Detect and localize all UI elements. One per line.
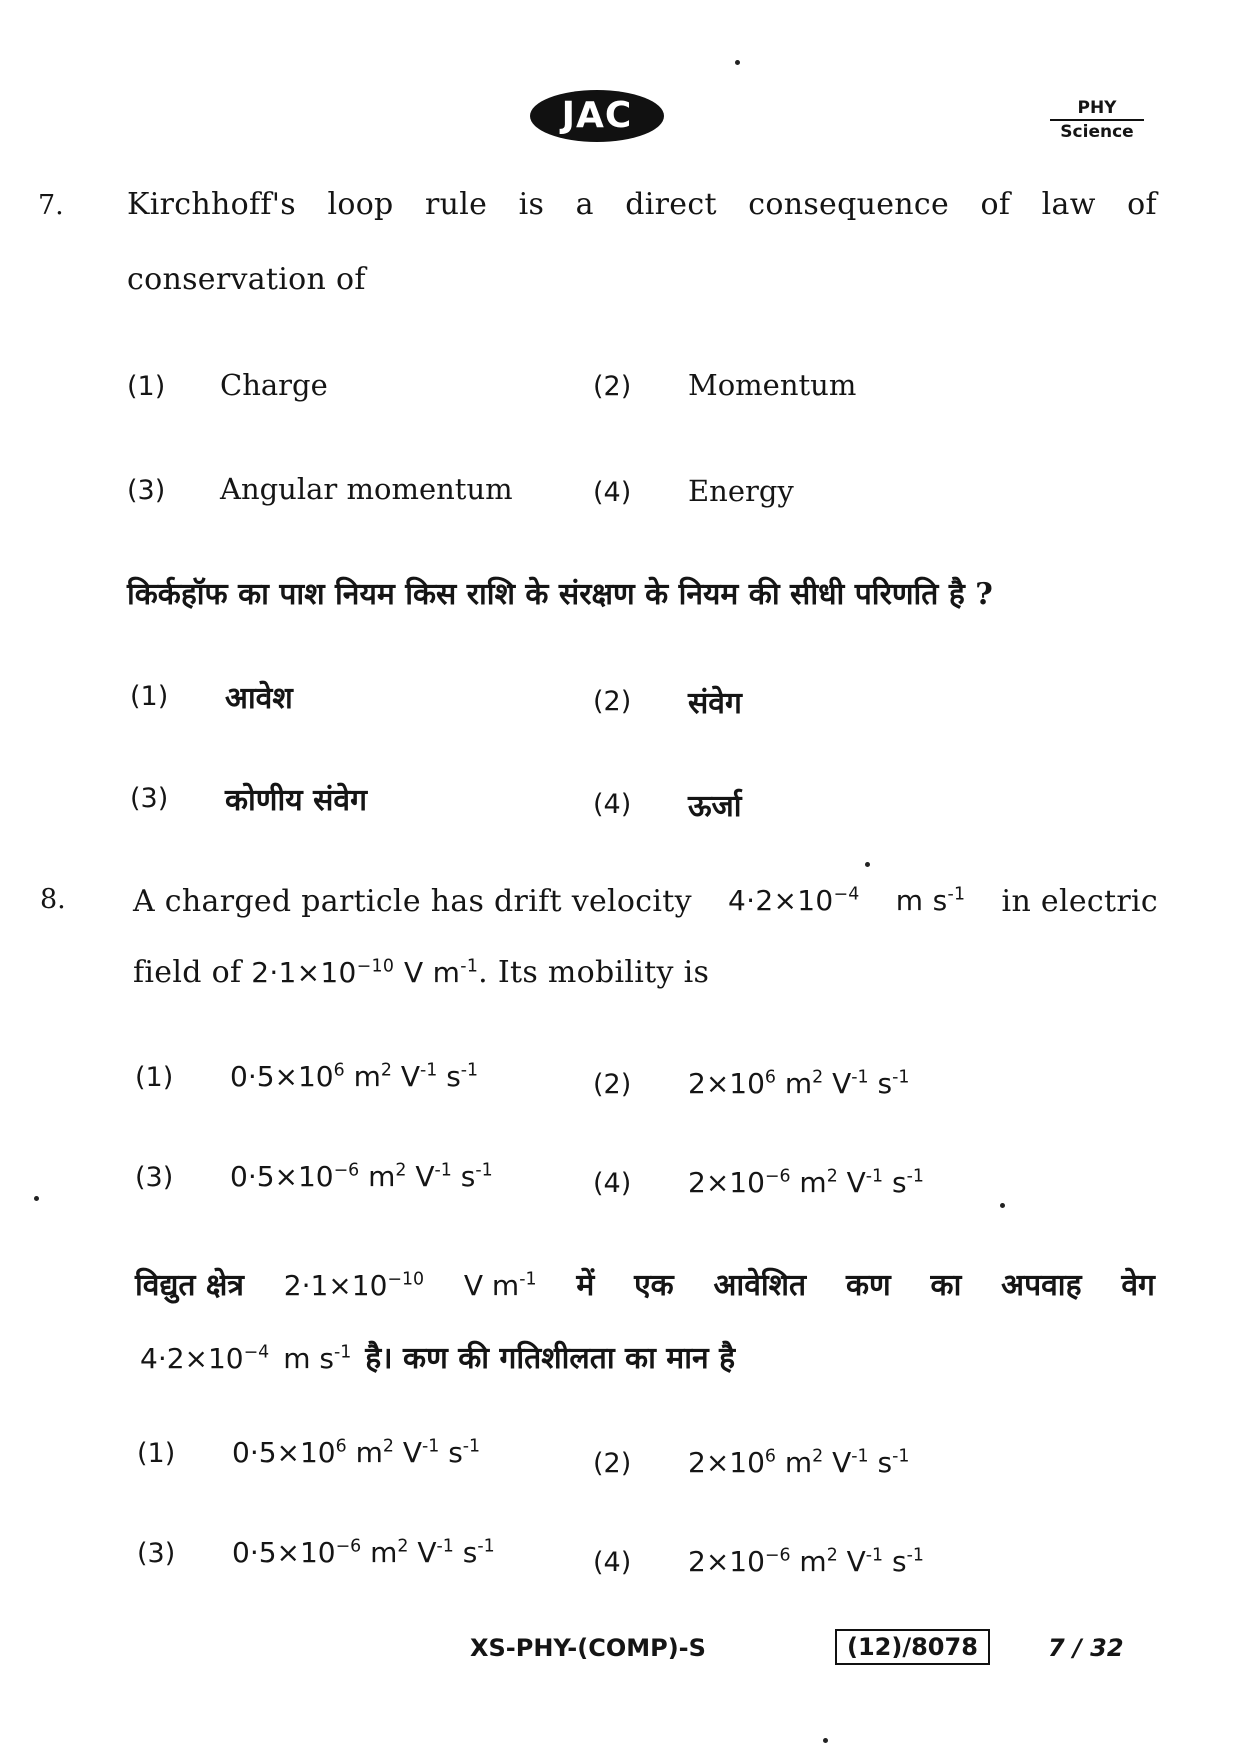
- word: law: [1041, 187, 1096, 222]
- option-value: [230, 1160, 493, 1193]
- unit: $m^2$ $V^{-1}$ $s^{-1}$: [355, 1436, 481, 1469]
- paper-serial-box: (12)/8078: [835, 1629, 990, 1665]
- option-number: (2): [593, 1069, 632, 1100]
- question-number: 8.: [40, 884, 66, 915]
- value-exponent: −6: [333, 1160, 360, 1181]
- paper-code: XS-PHY-(COMP)-S: [470, 1634, 706, 1662]
- option-text-hindi: आवेश: [225, 681, 293, 716]
- page-number: 7 / 32: [1048, 1634, 1124, 1662]
- value-exponent: 6: [333, 1060, 345, 1081]
- field-value: [251, 956, 394, 989]
- question-text-line-2: conservation of: [127, 262, 366, 297]
- option-value: [230, 1060, 478, 1093]
- value-exponent: 6: [764, 1446, 776, 1467]
- scan-speck: [735, 60, 740, 65]
- value-exponent: 6: [335, 1436, 347, 1457]
- unit-exponent: -1: [460, 956, 479, 977]
- unit: $m^2$ $V^{-1}$ $s^{-1}$: [370, 1536, 495, 1569]
- word: consequence: [748, 187, 950, 222]
- word: Kirchhoff's: [127, 187, 297, 222]
- option-number: (3): [137, 1538, 176, 1569]
- value-base: 0·5×10: [232, 1536, 336, 1569]
- option-text-hindi: संवेग: [688, 686, 742, 721]
- text-segment: field of: [133, 955, 242, 990]
- word: of: [1127, 187, 1157, 222]
- subject-tag: [1040, 100, 1154, 141]
- value-exponent: −6: [764, 1545, 791, 1566]
- word: कण: [845, 1268, 891, 1303]
- unit: [896, 884, 966, 919]
- option-number: (3): [135, 1162, 174, 1193]
- word: का: [930, 1268, 962, 1303]
- value-base: 2×10: [688, 1545, 765, 1578]
- text-segment: है। कण की गतिशीलता का मान है: [365, 1341, 736, 1376]
- unit: $m^2$ $V^{-1}$ $s^{-1}$: [799, 1166, 924, 1199]
- option-value: [688, 1166, 924, 1199]
- option-value: [232, 1536, 495, 1569]
- option-value: [688, 1067, 909, 1100]
- value-base: 4·2×10: [728, 884, 834, 917]
- value-base: 2×10: [688, 1166, 765, 1199]
- unit-base: V m: [404, 956, 461, 989]
- value-base: 2×10: [688, 1067, 765, 1100]
- value-exponent: 6: [764, 1067, 776, 1088]
- word: अपवाह: [1001, 1268, 1082, 1303]
- value-base: 0·5×10: [232, 1436, 336, 1469]
- word: वेग: [1121, 1268, 1155, 1303]
- word: में: [576, 1268, 595, 1303]
- question-text-hindi-line-2: [140, 1336, 735, 1377]
- value-exponent: −4: [833, 884, 860, 905]
- option-number: (4): [593, 477, 632, 508]
- unit-exponent: -1: [947, 884, 966, 905]
- word: rule: [424, 187, 488, 222]
- text-segment: A charged particle has drift velocity: [133, 884, 692, 919]
- option-value: [232, 1436, 480, 1469]
- option-number: (4): [593, 1547, 632, 1578]
- scan-speck: [34, 1196, 39, 1201]
- scan-speck: [865, 862, 870, 867]
- unit: $m^2$ $V^{-1}$ $s^{-1}$: [784, 1067, 910, 1100]
- option-text-hindi: कोणीय संवेग: [225, 783, 367, 818]
- option-text-hindi: ऊर्जा: [688, 789, 742, 824]
- word: एक: [634, 1268, 674, 1303]
- word: direct: [625, 187, 717, 222]
- scan-speck: [823, 1738, 828, 1743]
- word: of: [980, 187, 1011, 222]
- field-value: $2\cdot 1\times 10^{-10}$: [283, 1269, 425, 1302]
- text-segment: in electric: [1001, 884, 1158, 919]
- text-segment: विद्युत क्षेत्र: [135, 1268, 244, 1303]
- value-base: 0·5×10: [230, 1160, 334, 1193]
- option-number: (2): [593, 371, 632, 402]
- option-value: [688, 1545, 924, 1578]
- word: आवेशित: [713, 1268, 807, 1303]
- drift-velocity-value: $4\cdot 2\times 10^{-4}$: [140, 1342, 270, 1375]
- option-text: Angular momentum: [220, 472, 513, 506]
- question-text-hindi: किर्कहॉफ का पाश नियम किस राशि के संरक्षण के नियम की सीधी परिणति है ?: [127, 577, 993, 612]
- value-base: 2×10: [688, 1446, 765, 1479]
- option-value: [688, 1446, 909, 1479]
- option-text: Charge: [220, 368, 328, 402]
- word: a: [575, 187, 594, 222]
- subject-tag-top: PHY: [1050, 100, 1144, 121]
- jac-logo: JAC: [530, 90, 664, 142]
- value-exponent: −6: [335, 1536, 362, 1557]
- word: is: [518, 187, 545, 222]
- subject-tag-bottom: Science: [1060, 122, 1134, 142]
- value-base: 2·1×10: [251, 956, 357, 989]
- word: loop: [327, 187, 394, 222]
- unit: V $m^{-1}$: [463, 1269, 537, 1302]
- unit: m $s^{-1}$: [283, 1342, 352, 1375]
- value-base: 0·5×10: [230, 1060, 334, 1093]
- option-number: (2): [593, 686, 632, 717]
- option-number: (3): [127, 475, 166, 506]
- option-text: Momentum: [688, 368, 857, 402]
- drift-velocity-value: [728, 884, 860, 919]
- option-number: (1): [130, 681, 169, 712]
- question-text-line-1: [133, 884, 1158, 919]
- question-text-line-2: [133, 955, 709, 990]
- question-number: 7.: [38, 190, 64, 221]
- question-text-hindi-line-1: [135, 1263, 1155, 1304]
- value-exponent: −10: [356, 956, 395, 977]
- text-segment: . Its mobility is: [478, 955, 710, 990]
- option-number: (1): [135, 1062, 174, 1093]
- unit: $m^2$ $V^{-1}$ $s^{-1}$: [353, 1060, 479, 1093]
- value-exponent: −6: [764, 1166, 791, 1187]
- question-text-line-1: [127, 187, 1157, 222]
- unit: $m^2$ $V^{-1}$ $s^{-1}$: [784, 1446, 910, 1479]
- option-number: (3): [130, 783, 169, 814]
- option-text: Energy: [688, 474, 794, 508]
- option-number: (4): [593, 789, 632, 820]
- option-number: (1): [137, 1438, 176, 1469]
- scan-speck: [1000, 1203, 1005, 1208]
- unit-base: m s: [895, 884, 948, 917]
- unit: [404, 956, 478, 989]
- option-number: (1): [127, 371, 166, 402]
- option-number: (2): [593, 1448, 632, 1479]
- unit: $m^2$ $V^{-1}$ $s^{-1}$: [368, 1160, 493, 1193]
- unit: $m^2$ $V^{-1}$ $s^{-1}$: [799, 1545, 924, 1578]
- option-number: (4): [593, 1168, 632, 1199]
